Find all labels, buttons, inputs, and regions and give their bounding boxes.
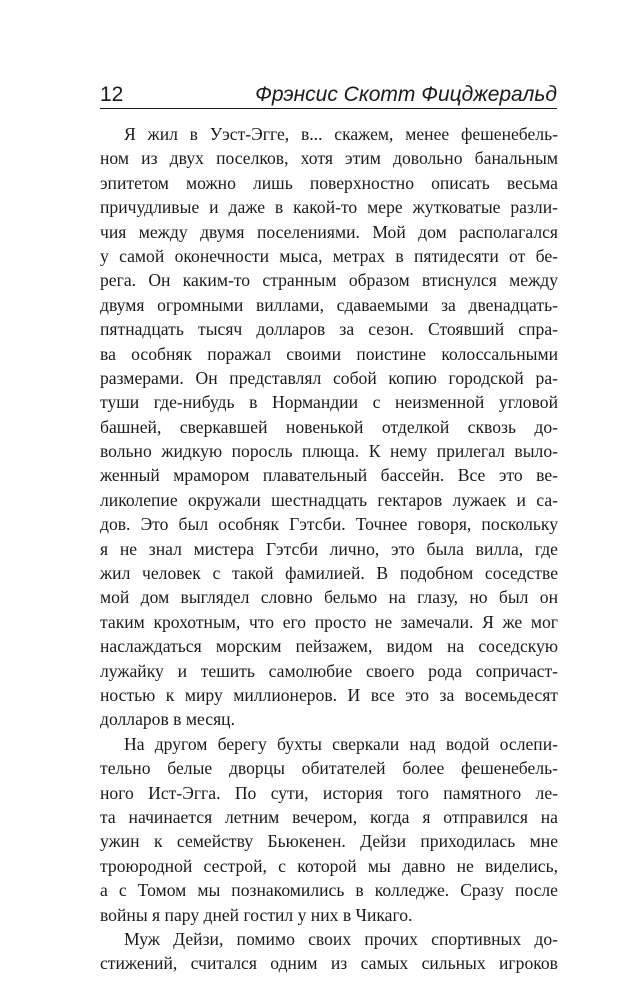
text-line: троюродной сестрой, с которой мы давно не виделись, [100,855,558,876]
text-line: лужайку и тешить самолюбие своего рода сопричаст- [100,660,558,681]
text-line: ном из двух поселков, хотя этим довольно банальным [100,148,558,169]
text-line: туши где-нибудь в Нормандии с неизменной угловой [100,392,558,413]
text-line: наслаждаться морским пейзажем, видом на соседскую [100,636,558,657]
text-line: я не знал мистера Гэтсби лично, это была вилла, где [100,538,558,559]
text-line: та начинается летним вечером, когда я отправился на [100,806,558,827]
text-line: жил человек с такой фамилией. В подобном соседстве [100,563,558,584]
text-line: а с Томом мы познакомились в колледже. Сразу после [100,880,558,901]
text-line: войны я пару дней гостил у них в Чикаго. [100,904,413,925]
body-text [100,122,558,976]
text-line: ва особняк поражал своими поистине колоссальными [100,343,558,364]
text-line: ного Ист-Эгга. По сути, история того памятного ле- [100,782,558,803]
paragraph-2 [100,732,558,927]
text-line: долларов в месяц. [100,709,235,730]
text-line: причудливые и даже в какой-то мере жутковатые разли- [100,197,558,218]
text-line: эпитетом можно лишь поверхностно описать весьма [100,172,558,193]
text-line: Муж Дейзи, помимо своих прочих спортивных до- [124,928,558,949]
text-line: таким крохотным, что его просто не замечали. Я же мог [100,611,558,632]
running-head-title: Фрэнсис Скотт Фицджеральд [255,83,557,106]
text-line: стижений, считался одним из самых сильных игроков [100,953,558,974]
running-head [100,78,557,109]
text-line: чия между двумя поселениями. Мой дом располагался [100,221,558,242]
text-line: дов. Это был особняк Гэтсби. Точнее говоря, поскольку [100,514,558,535]
text-line: мой дом выглядел словно бельмо на глазу, но был он [100,587,558,608]
paragraph-1 [100,122,558,732]
text-line: ликолепие окружали шестнадцать гектаров лужаек и са- [100,489,558,510]
text-line: вольно жидкую поросль плюща. К нему прилегал выло- [100,441,558,462]
text-line: ностью к миру миллионеров. И все это за восемьдесят [100,684,558,705]
text-line: На другом берегу бухты сверкали над водой ослепи- [124,733,558,754]
page-number: 12 [100,83,124,106]
text-line: тельно белые дворцы обитателей более фешенебель- [100,758,558,779]
paragraph-3 [100,927,558,976]
text-line: женный мрамором плавательный бассейн. Все это ве- [100,465,558,486]
text-line: у самой оконечности мыса, метрах в пятидесяти от бе- [100,245,558,266]
text-line: рега. Он каким-то странным образом втиснулся между [100,270,558,291]
text-line: двумя огромными виллами, сдаваемыми за двенадцать- [100,294,558,315]
text-line: пятнадцать тысяч долларов за сезон. Стоявший спра- [100,319,558,340]
text-line: башней, сверкавшей новенькой отделкой сквозь до- [100,416,558,437]
text-line: Я жил в Уэст-Эгге, в... скажем, менее фешенебель- [124,124,558,144]
text-line: размерами. Он представлял собой копию городской ра- [100,367,558,388]
text-line: ужин к семейству Бьюкенен. Дейзи приходилась мне [100,831,558,852]
